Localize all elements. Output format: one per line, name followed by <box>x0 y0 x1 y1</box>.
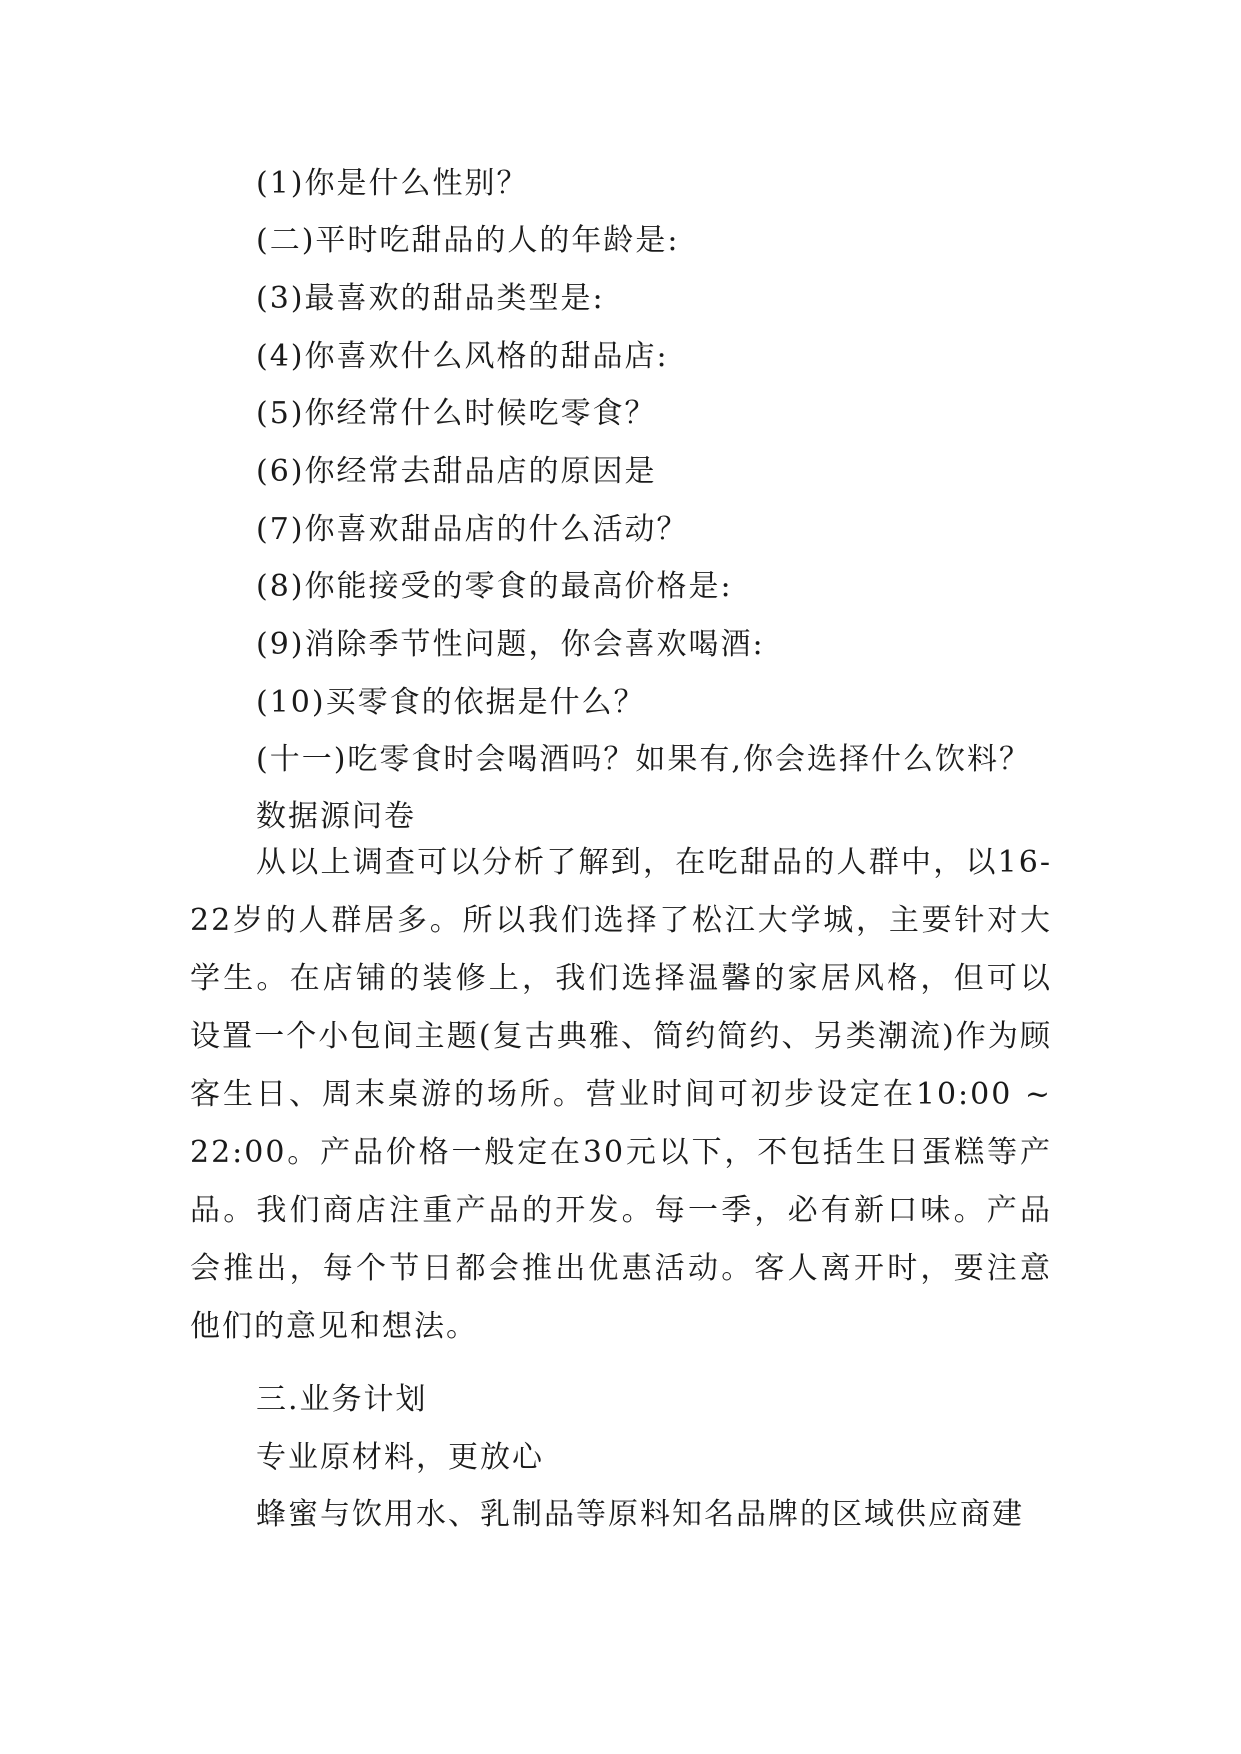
question-9: (9)消除季节性问题，你会喜欢喝酒: <box>256 627 765 662</box>
analysis-paragraph: 从以上调查可以分析了解到，在吃甜品的人群中，以16-22岁的人群居多。所以我们选择了松江大学城，主要针对大学生。在店铺的装修上，我们选择温馨的家居风格，但可以设置一个小包间主题(复古典雅、简约简约、另类潮流)作为顾客生日、周末桌游的场所。营业时间可初步设定在10:00 ~ 22:00。产品价格一般定在30元以下，不包括生日蛋糕等产品。我们商店注重产品的开发。每一季，必有新口味。产品会推出，每个节日都会推出优惠活动。客人离开时，要注意他们的意见和想法。 <box>190 845 1052 1344</box>
paragraph-start-line: 蜂蜜与饮用水、乳制品等原料知名品牌的区域供应商建 <box>256 1497 1024 1532</box>
section-heading: 三.业务计划 <box>256 1382 428 1417</box>
question-6: (6)你经常去甜品店的原因是 <box>256 454 657 489</box>
question-11: (十一)吃零食时会喝酒吗？如果有,你会选择什么饮料？ <box>256 742 1031 777</box>
subheading: 专业原材料，更放心 <box>256 1440 544 1475</box>
question-1: (1)你是什么性别？ <box>256 166 529 201</box>
question-10: (10)买零食的依据是什么？ <box>256 685 646 720</box>
question-8: (8)你能接受的零食的最高价格是: <box>256 569 733 604</box>
data-source-label: 数据源问卷 <box>256 799 416 834</box>
question-5: (5)你经常什么时候吃零食？ <box>256 396 657 431</box>
question-2: (二)平时吃甜品的人的年龄是: <box>256 223 680 258</box>
question-3: (3)最喜欢的甜品类型是: <box>256 281 605 316</box>
question-7: (7)你喜欢甜品店的什么活动？ <box>256 512 689 547</box>
question-4: (4)你喜欢什么风格的甜品店: <box>256 339 669 374</box>
